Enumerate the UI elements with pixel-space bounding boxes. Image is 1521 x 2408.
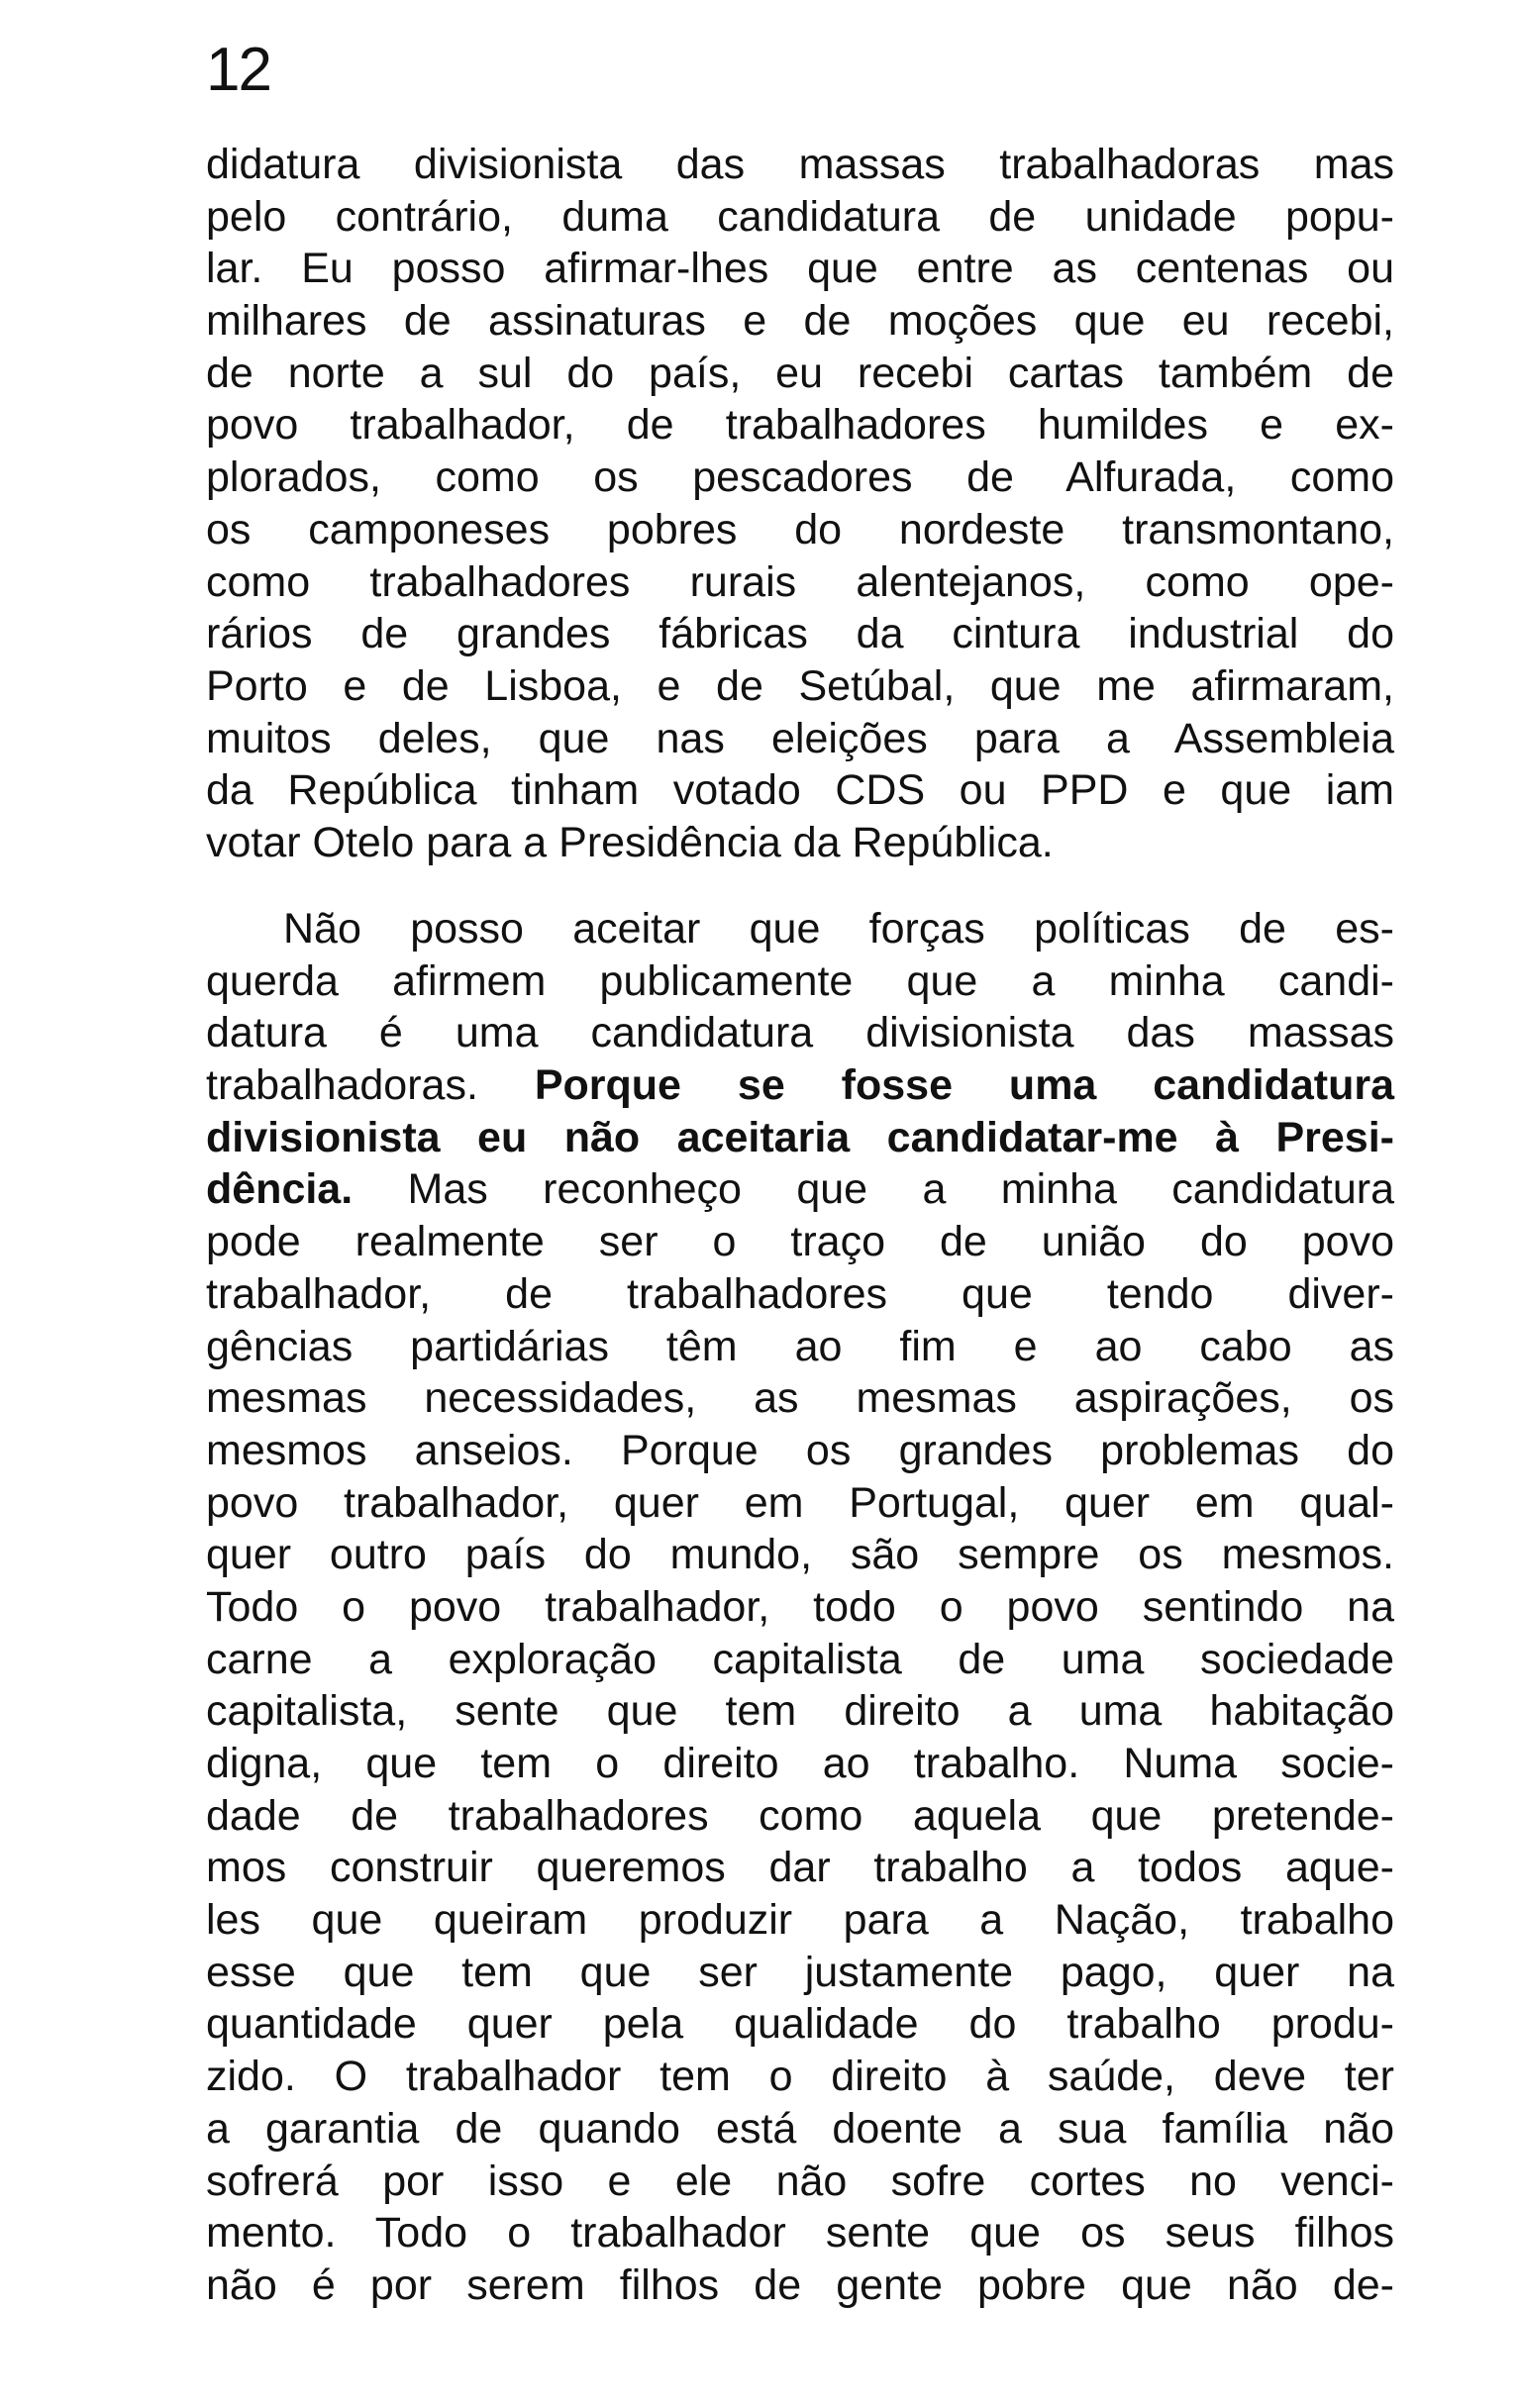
text-line: sofrerá por isso e ele não sofre cortes no venci-: [206, 2157, 1394, 2205]
text-line: não é por serem filhos de gente pobre que não de-: [206, 2260, 1394, 2309]
text-line: rários de grandes fábricas da cintura industrial do: [206, 610, 1394, 658]
text-line: Não posso aceitar que forças políticas de es-: [283, 905, 1394, 953]
text-line: povo trabalhador, de trabalhadores humildes e ex-: [206, 401, 1394, 450]
text-line: votar Otelo para a Presidência da República.: [206, 818, 1054, 866]
text-line: lar. Eu posso afirmar-lhes que entre as centenas ou: [206, 245, 1394, 293]
text-line: da República tinham votado CDS ou PPD e que iam: [206, 766, 1394, 815]
bold-text: dência.: [206, 1165, 354, 1214]
text-line: milhares de assinaturas e de moções que eu recebi,: [206, 297, 1394, 346]
text-line: povo trabalhador, quer em Portugal, quer em qual-: [206, 1478, 1394, 1527]
text-line: esse que tem que ser justamente pago, quer na: [206, 1948, 1394, 1996]
text-line: didatura divisionista das massas trabalhadoras mas: [206, 141, 1394, 188]
paragraph-2: [206, 903, 1394, 2312]
text-line: les que queiram produzir para a Nação, trabalho: [206, 1896, 1394, 1945]
text-line: mesmos anseios. Porque os grandes problemas do: [206, 1426, 1394, 1474]
text-line: Porto e de Lisboa, e de Setúbal, que me afirmaram,: [206, 661, 1394, 710]
text-line: muitos deles, que nas eleições para a Assembleia: [206, 714, 1394, 762]
text-line: trabalhador, de trabalhadores que tendo diver-: [206, 1269, 1394, 1318]
text-line: mento. Todo o trabalhador sente que os seus filhos: [206, 2209, 1394, 2258]
text-line: quer outro país do mundo, são sempre os mesmos.: [206, 1531, 1394, 1579]
text-line: datura é uma candidatura divisionista das massas: [206, 1009, 1394, 1057]
text-line: [206, 1059, 1394, 1112]
text-line: [206, 1163, 1394, 1216]
text-line: pode realmente ser o traço de união do povo: [206, 1218, 1394, 1266]
text-line: querda afirmem publicamente que a minha candi-: [206, 956, 1394, 1005]
page-number: 12: [206, 36, 270, 104]
text-line: os camponeses pobres do nordeste transmontano,: [206, 505, 1394, 553]
text-line: como trabalhadores rurais alentejanos, como ope-: [206, 557, 1394, 606]
paragraph-1: [206, 139, 1394, 869]
text-line: digna, que tem o direito ao trabalho. Numa socie-: [206, 1740, 1394, 1787]
text-line: capitalista, sente que tem direito a uma habitação: [206, 1687, 1394, 1736]
text-line: zido. O trabalhador tem o direito à saúde, deve ter: [206, 2053, 1394, 2101]
text-line: mesmas necessidades, as mesmas aspirações, os: [206, 1374, 1394, 1423]
text-line: pelo contrário, duma candidatura de unidade popu-: [206, 192, 1394, 241]
text-line: plorados, como os pescadores de Alfurada, como: [206, 453, 1394, 502]
plain-text: trabalhadoras.: [206, 1061, 535, 1110]
text-line: mos construir queremos dar trabalho a todos aque-: [206, 1844, 1394, 1892]
text-line: carne a exploração capitalista de uma sociedade: [206, 1635, 1394, 1683]
text-line: gências partidárias têm ao fim e ao cabo as: [206, 1322, 1394, 1370]
text-line: Todo o povo trabalhador, todo o povo sentindo na: [206, 1582, 1394, 1631]
bold-text: Porque se fosse uma candidatura: [534, 1061, 1394, 1110]
text-line: de norte a sul do país, eu recebi cartas também de: [206, 349, 1394, 397]
bold-text-line: divisionista eu não aceitaria candidatar-me à Presi-: [206, 1113, 1394, 1161]
text-line: quantidade quer pela qualidade do trabalho produ-: [206, 2000, 1394, 2049]
plain-text: Mas reconheço que a minha candidatura: [353, 1165, 1394, 1214]
text-line: dade de trabalhadores como aquela que pretende-: [206, 1791, 1394, 1840]
text-line: a garantia de quando está doente a sua família não: [206, 2104, 1394, 2153]
